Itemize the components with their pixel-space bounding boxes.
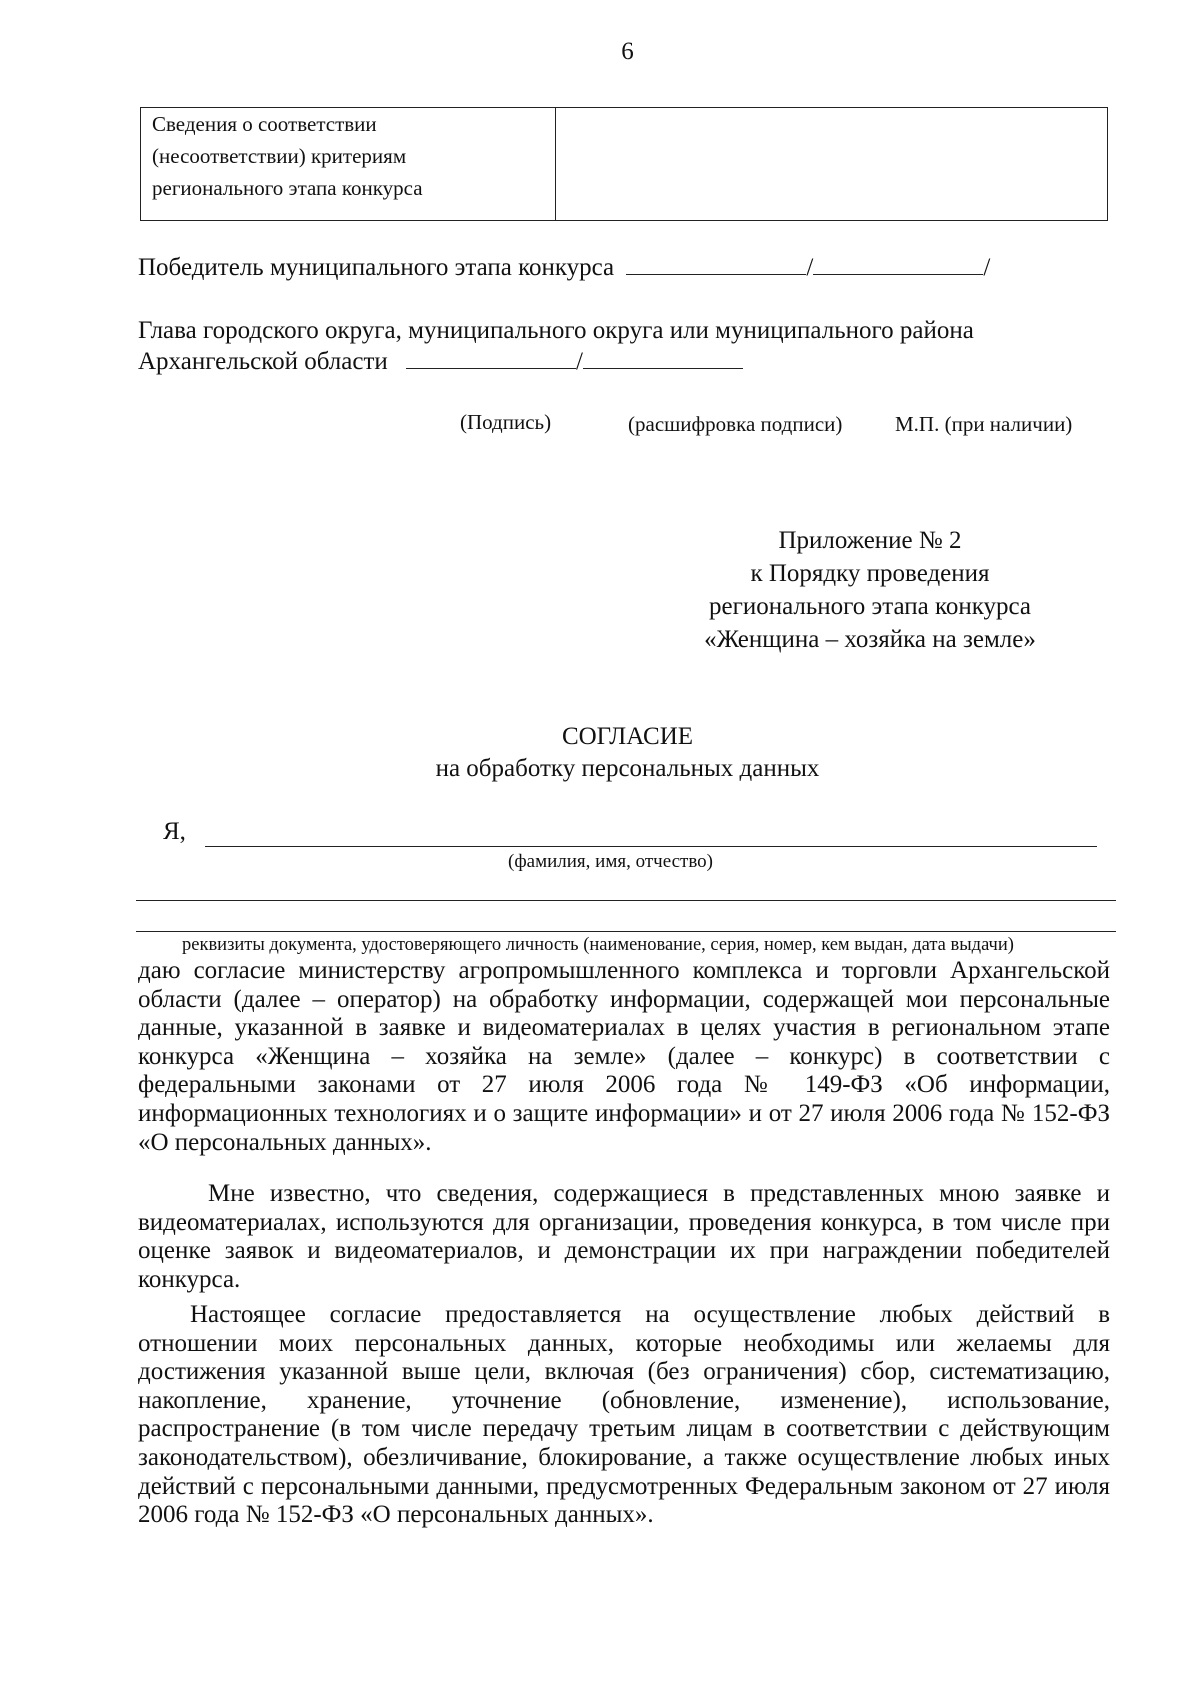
criteria-value-cell[interactable]	[570, 112, 1090, 212]
appendix-block	[600, 524, 1140, 656]
page-number: 6	[621, 38, 634, 65]
caption-decoding: (расшифровка подписи)	[628, 412, 843, 436]
name-input-line[interactable]	[205, 846, 1097, 847]
head-separator: /	[576, 348, 583, 375]
criteria-label-cell	[152, 108, 542, 204]
consent-title: СОГЛАСИЕ	[561, 723, 694, 750]
caption-seal: М.П. (при наличии)	[895, 412, 1073, 436]
name-prefix: Я,	[163, 818, 186, 845]
caption-signature: (Подпись)	[460, 410, 552, 434]
criteria-label-line: регионального этапа конкурса	[152, 176, 423, 200]
head-region-label: Архангельской области	[138, 348, 388, 375]
head-line-1: Глава городского округа, муниципального округа или муниципального района	[138, 317, 974, 344]
winner-name-field[interactable]	[813, 254, 983, 275]
head-line-2	[138, 348, 743, 376]
appendix-line: «Женщина – хозяйка на земле»	[704, 626, 1036, 653]
head-name-field[interactable]	[583, 348, 743, 369]
id-document-line-1[interactable]	[136, 900, 1116, 901]
criteria-label-line: (несоответствии) критериям	[152, 144, 407, 168]
consent-heading	[0, 721, 1200, 785]
consent-paragraph-1: даю согласие министерству агропромышленного комплекса и торговли Архангельской области (далее – оператор) на обработку информации, содержащей мои персональные данные, указанной в заявке и видеоматериалах в целях участия в региональном этапе конкурса «Женщина – хозяйка на земле» (далее – конкурс) в соответствии с федеральными законами от 27 июля 2006 года № 149-ФЗ «Об информации, информационных технологиях и о защите информации» и от 27 июля 2006 года № 152-ФЗ «О персональных данных».	[138, 957, 1110, 1156]
id-document-caption: реквизиты документа, удостоверяющего личность (наименование, серия, номер, кем выдан, дата выдачи)	[182, 935, 1014, 955]
head-signature-field[interactable]	[406, 348, 576, 369]
consent-subtitle: на обработку персональных данных	[435, 755, 820, 782]
appendix-line: Приложение № 2	[778, 527, 962, 554]
appendix-line: к Порядку проведения	[750, 560, 990, 587]
consent-paragraph-2: Мне известно, что сведения, содержащиеся в представленных мною заявке и видеоматериалах, используются для организации, проведения конкурса, в том числе при оценке заявок и видеоматериалов, и демонстрации их при награждении победителей конкурса.	[138, 1180, 1110, 1293]
criteria-label-line: Сведения о соответствии	[152, 112, 377, 136]
winner-separator: /	[806, 254, 814, 281]
criteria-table-divider	[555, 107, 556, 221]
winner-end-slash: /	[983, 254, 991, 281]
name-caption: (фамилия, имя, отчество)	[508, 851, 714, 872]
consent-paragraph-3: Настоящее согласие предоставляется на осуществление любых действий в отношении моих персональных данных, которые необходимы или желаемы для достижения указанной выше цели, включая (без ограничения) сбор, систематизацию, накопление, хранение, уточнение (обновление, изменение), использование, распространение (в том числе передачу третьим лицам в соответствии с действующим законодательством), обезличивание, блокирование, а также осуществление любых иных действий с персональными данными, предусмотренных Федеральным законом от 27 июля 2006 года № 152-ФЗ «О персональных данных».	[138, 1301, 1110, 1529]
winner-line	[138, 254, 990, 282]
winner-signature-field[interactable]	[626, 254, 806, 275]
id-document-line-2[interactable]	[136, 931, 1116, 932]
appendix-line: регионального этапа конкурса	[708, 593, 1032, 620]
winner-label: Победитель муниципального этапа конкурса	[138, 254, 615, 281]
